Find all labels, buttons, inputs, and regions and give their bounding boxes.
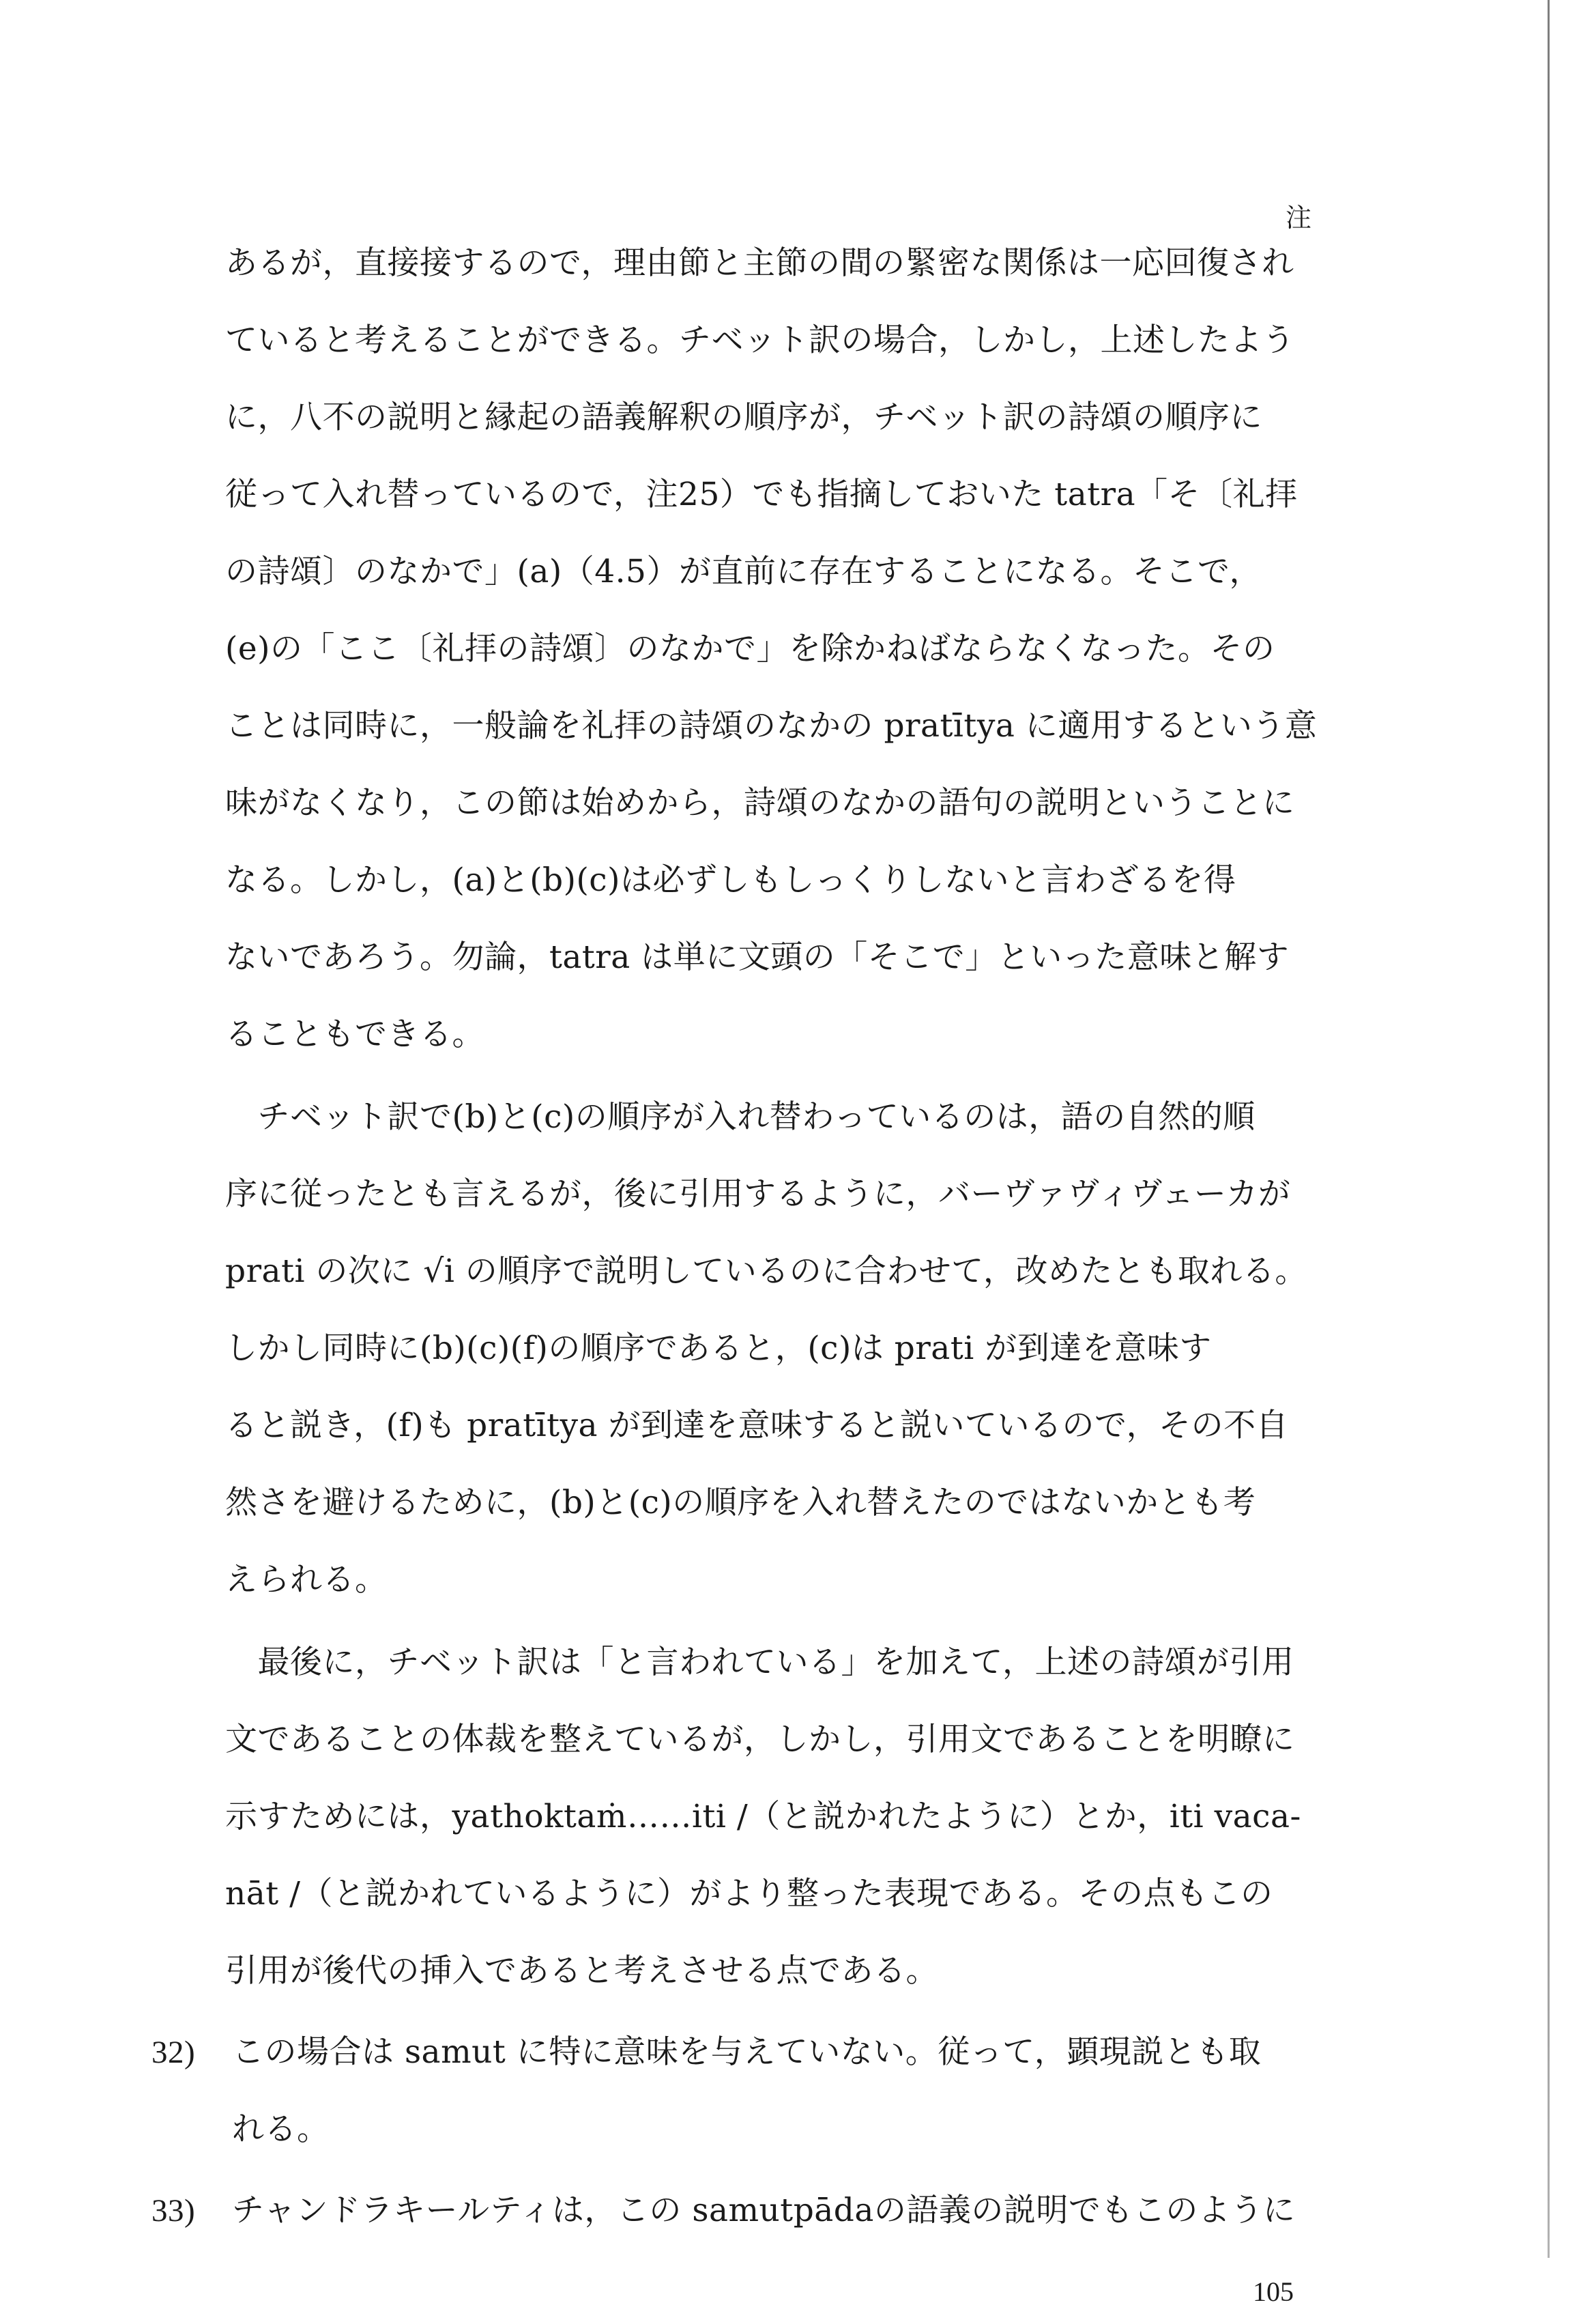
scan-edge-line: [1548, 0, 1550, 2258]
footnote-text: この場合は samut に特に意味を与えていない。従って，顕現説とも取: [232, 2033, 1262, 2071]
running-head: 注: [1286, 203, 1312, 233]
footnote-32: [151, 2033, 1352, 2071]
body-line: prati の次に √i の順序で説明しているのに合わせて，改めたとも取れる。: [225, 1252, 1307, 1290]
body-line: えられる。: [225, 1561, 388, 1599]
body-line: 示すためには，yathoktaṁ……iti /（と説かれたように）とか，iti vaca-: [225, 1798, 1301, 1835]
body-line: (e)の「ここ〔礼拝の詩頌〕のなかで」を除かねばならなくなった。その: [225, 630, 1275, 668]
body-line: 引用が後代の挿入であると考えさせる点である。: [225, 1952, 938, 1990]
body-line: の詩頌〕のなかで」(a)（4.5）が直前に存在することになる。そこで，: [225, 553, 1262, 590]
body-line: 最後に，チベット訳は「と言われている」を加えて，上述の詩頌が引用: [225, 1644, 1294, 1681]
body-line: 然さを避けるために，(b)と(c)の順序を入れ替えたのではないかとも考: [225, 1484, 1256, 1521]
body-line: 文であることの体裁を整えているが，しかし，引用文であることを明瞭に: [225, 1721, 1295, 1758]
body-line: ていると考えることができる。チベット訳の場合，しかし，上述したよう: [225, 321, 1295, 359]
footnote-number: 32): [151, 2035, 196, 2070]
body-line: チベット訳で(b)と(c)の順序が入れ替わっているのは，語の自然的順: [225, 1098, 1256, 1136]
footnote-33: [151, 2194, 1352, 2227]
page-number: 105: [1253, 2276, 1294, 2307]
body-line: 味がなくなり，この節は始めから，詩頌のなかの語句の説明ということに: [225, 784, 1295, 822]
body-line: 序に従ったとも言えるが，後に引用するように，バーヴァヴィヴェーカが: [225, 1175, 1291, 1213]
footnote-text: チャンドラキールティは，この samutpādaの語義の説明でもこのように: [232, 2192, 1296, 2229]
body-line: ると説き，(f)も pratītya が到達を意味すると説いているので，その不自: [225, 1407, 1289, 1444]
body-line: ることもできる。: [225, 1016, 484, 1053]
body-line: ないであろう。勿論，tatra は単に文頭の「そこで」といった意味と解す: [225, 938, 1290, 976]
body-line: nāt /（と説かれているように）がより整った表現である。その点もこの: [225, 1875, 1273, 1912]
body-line: 従って入れ替っているので，注25）でも指摘しておいた tatra「そ〔礼拝: [225, 476, 1298, 513]
body-line: ことは同時に，一般論を礼拝の詩頌のなかの pratītya に適用するという意: [225, 707, 1318, 745]
footnote-32-continued: れる。: [232, 2110, 330, 2148]
body-line: しかし同時に(b)(c)(f)の順序であると，(c)は prati が到達を意味す: [225, 1330, 1212, 1367]
body-line: なる。しかし，(a)と(b)(c)は必ずしもしっくりしないと言わざるを得: [225, 861, 1236, 899]
body-line: あるが，直接接するので，理由節と主節の間の緊密な関係は一応回復され: [225, 244, 1294, 282]
footnote-number: 33): [151, 2193, 196, 2229]
body-line: に，八不の説明と縁起の語義解釈の順序が，チベット訳の詩頌の順序に: [225, 399, 1262, 436]
